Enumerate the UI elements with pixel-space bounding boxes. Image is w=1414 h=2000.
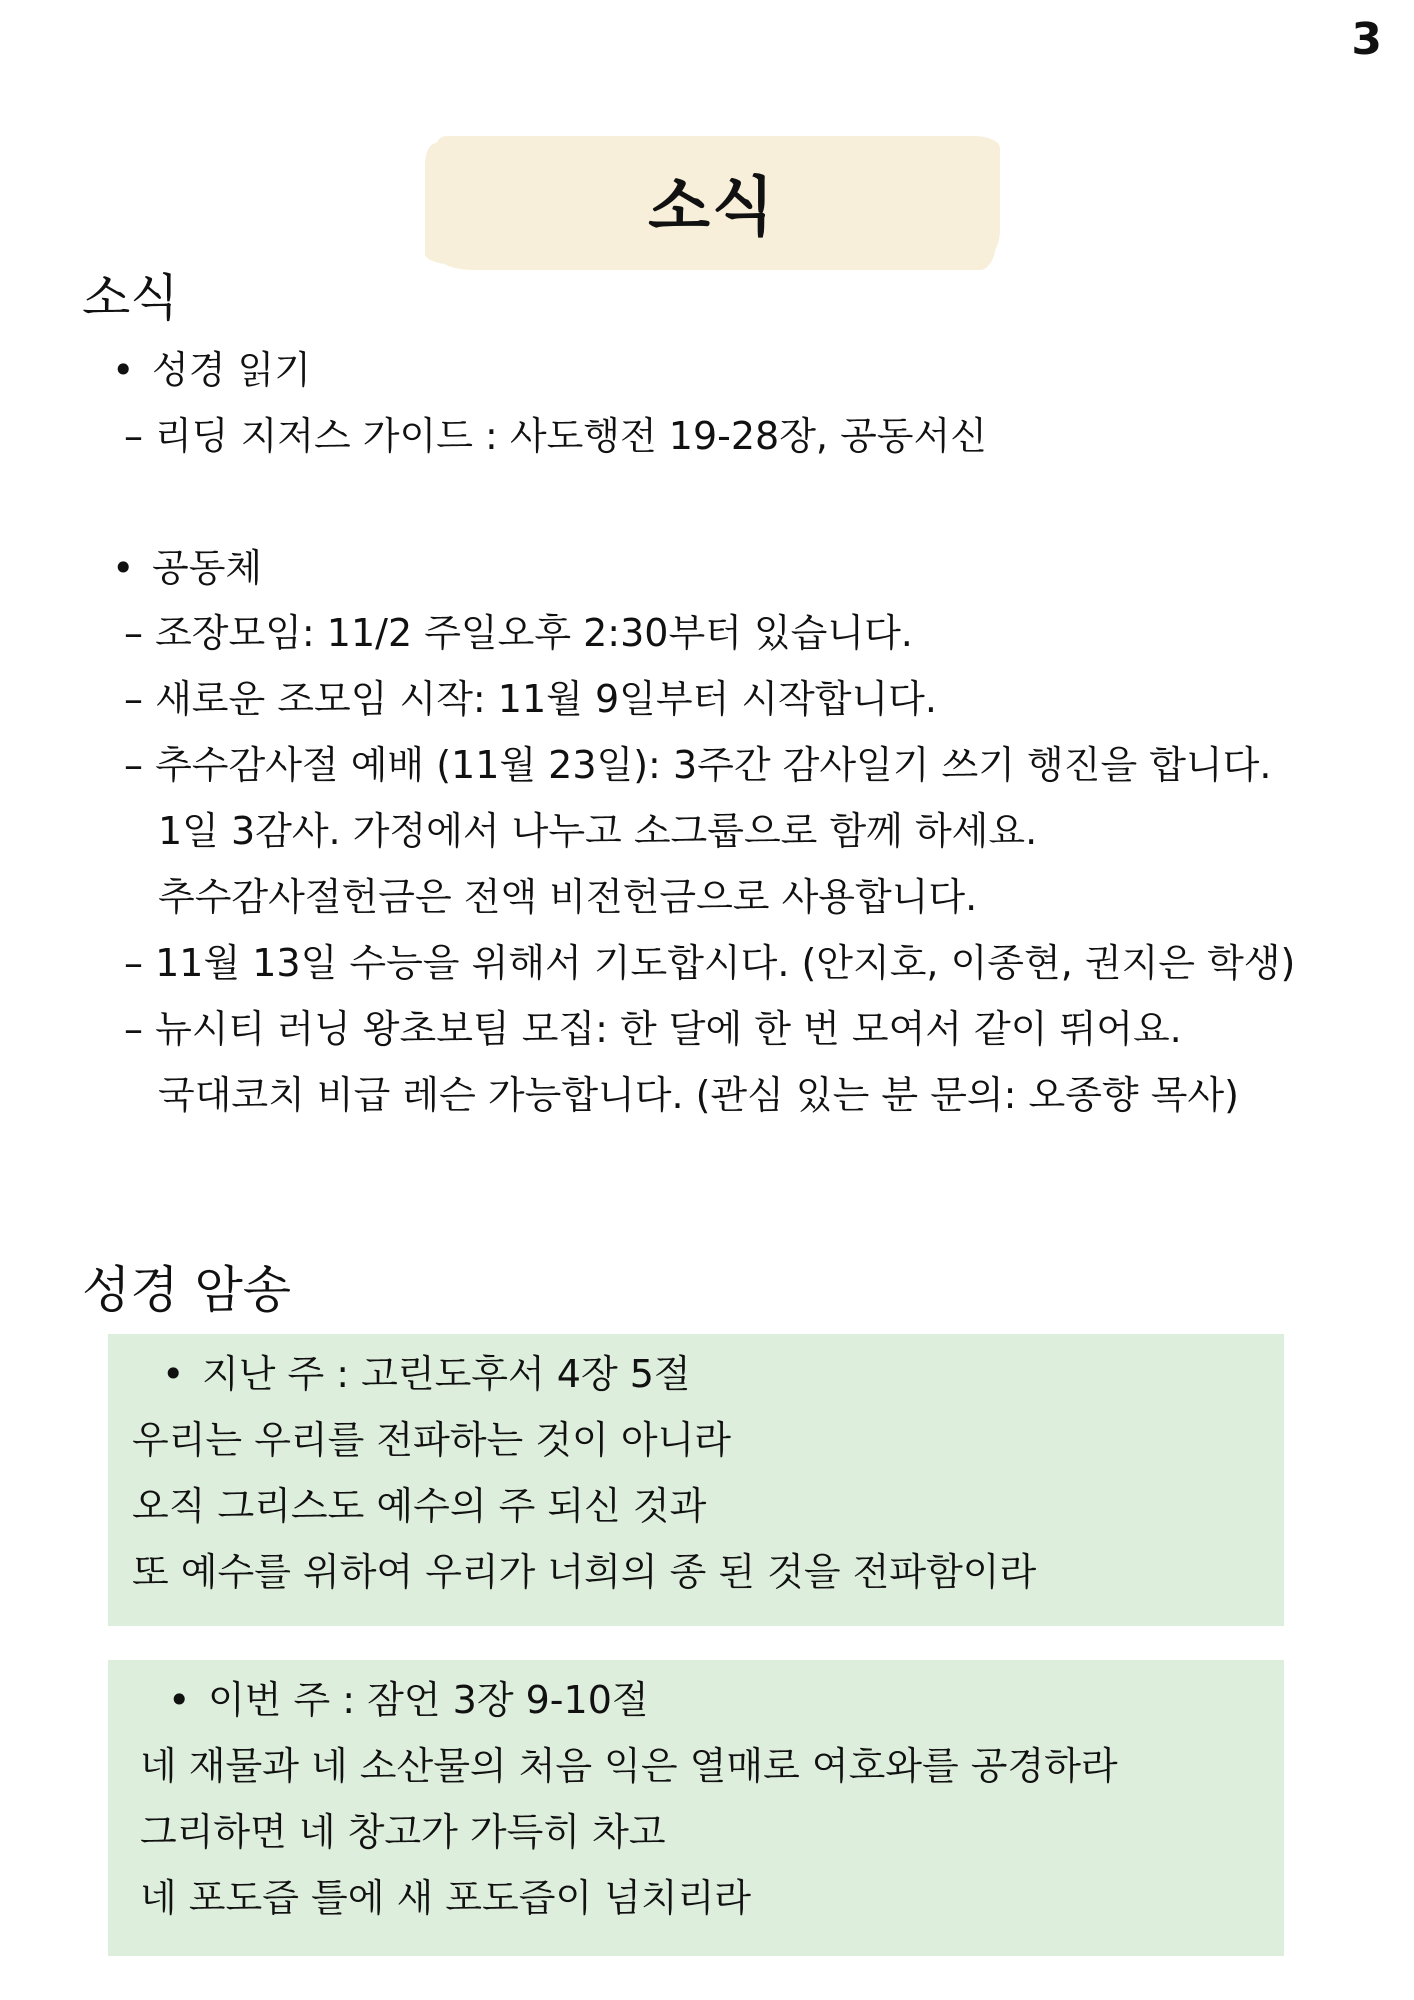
community-item-continuation: 1일 3감사. 가정에서 나누고 소그룹으로 함께 하세요.	[158, 809, 1038, 853]
community-item-continuation: 국대코치 비급 레슨 가능합니다. (관심 있는 분 문의: 오종향 목사)	[158, 1073, 1239, 1117]
memorization-heading: 성경 암송	[82, 1261, 292, 1319]
this-week-verse-box	[108, 1660, 1284, 1956]
verse-line: 또 예수를 위하여 우리가 너희의 종 된 것을 전파함이라	[132, 1550, 1037, 1594]
community-bullet: • 공동체	[112, 548, 262, 590]
news-heading: 소식	[82, 269, 179, 327]
last-week-verse-box	[108, 1334, 1284, 1626]
bible-reading-item: – 리딩 지저스 가이드 : 사도행전 19-28장, 공동서신	[124, 416, 987, 458]
page-title: 소식	[648, 171, 776, 245]
last-week-reference: • 지난 주 : 고린도후서 4장 5절	[162, 1354, 691, 1396]
community-item: – 조장모임: 11/2 주일오후 2:30부터 있습니다.	[124, 613, 913, 655]
this-week-reference: • 이번 주 : 잠언 3장 9-10절	[168, 1680, 649, 1722]
community-item: – 뉴시티 러닝 왕초보팀 모집: 한 달에 한 번 모여서 같이 뛰어요.	[124, 1009, 1182, 1051]
verse-line: 오직 그리스도 예수의 주 되신 것과	[132, 1484, 707, 1528]
bible-reading-bullet: • 성경 읽기	[112, 350, 311, 392]
verse-line: 우리는 우리를 전파하는 것이 아니라	[132, 1418, 731, 1462]
community-item: – 추수감사절 예배 (11월 23일): 3주간 감사일기 쓰기 행진을 합니다.	[124, 745, 1271, 787]
page-number: 3	[1351, 14, 1382, 65]
community-item-continuation: 추수감사절헌금은 전액 비전헌금으로 사용합니다.	[158, 875, 978, 919]
community-item: – 11월 13일 수능을 위해서 기도합시다. (안지호, 이종현, 권지은 학생)	[124, 943, 1295, 985]
verse-line: 네 재물과 네 소산물의 처음 익은 열매로 여호와를 공경하라	[140, 1744, 1118, 1788]
community-item: – 새로운 조모임 시작: 11월 9일부터 시작합니다.	[124, 679, 937, 721]
verse-line: 그리하면 네 창고가 가득히 차고	[140, 1810, 666, 1854]
verse-line: 네 포도즙 틀에 새 포도즙이 넘치리라	[140, 1876, 752, 1920]
